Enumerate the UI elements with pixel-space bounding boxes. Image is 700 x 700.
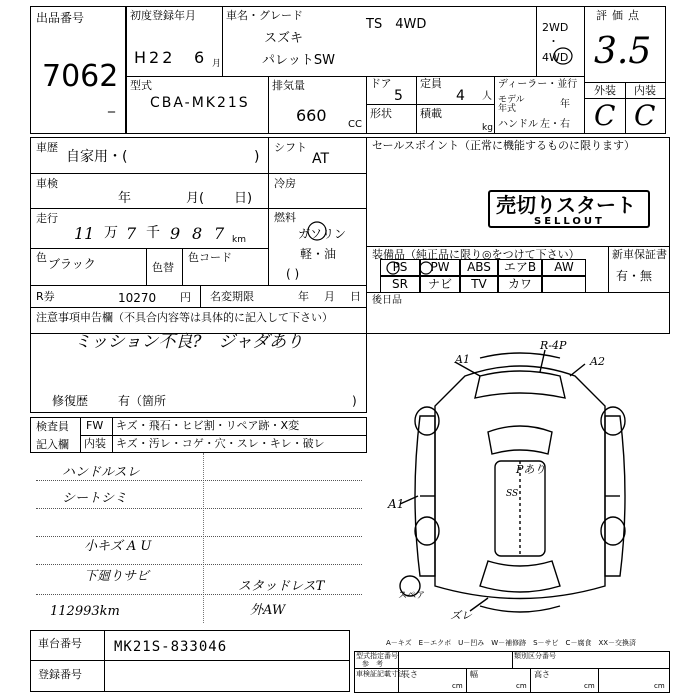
deadline-label: 名変期限 [210,290,254,303]
warranty-label: 新車保証書 [612,248,667,261]
reg-month-unit: 月 [212,59,222,69]
diag-s-center: SS [506,489,519,499]
grade: TS 4WD [366,17,427,32]
warranty-value: 有・無 [616,269,653,283]
interior-label: 内装 [84,437,106,450]
mileage-sen-unit: 千 [146,225,160,241]
diag-a-top-left: A1 [455,353,470,366]
diag-p-center: Pあり [516,463,546,476]
mileage-d4: 7 [214,224,225,243]
shift-label: シフト [274,141,307,154]
mileage-label: 走行 [36,212,58,225]
recycle-value: 10270 [118,291,157,305]
type-value: CBA-MK21S [150,95,250,111]
history-value: 自家用・( [66,149,128,165]
history-close: ) [254,149,260,165]
designation-label: 型式指定番号 [356,652,398,660]
door-value: 5 [394,88,403,104]
equipment-item: ABS [460,259,498,276]
diag-bottom-mark: ズレ [450,609,472,622]
sellout-stamp [488,190,650,228]
ext-grade: C [594,99,616,132]
ac-label: 冷房 [274,177,296,190]
inspector-label-2: 記入欄 [36,438,69,451]
hw-line-6: 外AW [250,603,286,618]
equipment-label: 装備品（純正品に限り◎をつけて下さい） [372,248,580,261]
model-year-label: モデル 年式 [498,95,525,114]
equipment-item: エアB [498,259,542,276]
type-label: 型式 [130,79,152,92]
car-damage-diagram [370,336,670,628]
handle-label: ハンドル [498,119,538,130]
inspection-month-unit: 月( [186,191,205,206]
hw-line-7: 112993km [50,604,120,619]
inspection-day-unit: 日) [234,191,253,206]
mileage-d3: 8 [192,224,203,243]
cc-value: 660 [296,106,327,125]
fuel-gas: ガソリン [298,227,347,241]
chassis-value: MK21S-833046 [114,639,228,655]
equipment-item: TV [460,276,498,293]
equip-circle-icons [384,259,436,277]
recycle-unit: 円 [180,291,191,304]
repair-value: 有（箇所 [118,394,167,408]
size-cm-1: cm [452,682,463,690]
fuel-paren: ( ) [286,267,300,281]
name-label: 車名・グレード [226,9,303,22]
lot-label: 出品番号 [36,11,85,25]
lot-dash: _ [108,97,115,113]
deadline-year: 年 [298,290,309,303]
equipment-item: AW [542,259,586,276]
score-value: 3.5 [594,31,652,72]
deadline-month: 月 [324,290,335,303]
int-grade: C [634,99,656,132]
fuel-circle-icon [306,220,328,242]
seat-label: 定員 [420,77,442,90]
drive-circle-icon [552,46,574,66]
cc-unit: CC [348,119,362,130]
score-label: 評価点 [596,9,644,22]
notes-label: 注意事項申告欄（不具合内容等は具体的に記入して下さい） [36,311,333,324]
inspection-label: 車検 [36,177,58,190]
equipment-item [542,276,586,293]
notes-text: ミッション不良? ジャダあり [74,332,304,352]
hw-line-2: シートシミ [62,491,128,506]
diag-r-top: R-4P [540,339,567,352]
inspector-label-1: 検査員 [36,420,69,433]
sales-points-label: セールスポイント（正常に機能するものに限ります） [372,139,636,152]
dealer-label: ディーラー・並行 [498,79,578,90]
equipment-item: PS [380,259,420,276]
back-items-label: 後日品 [372,295,402,306]
interior-items: キズ・汚レ・コゲ・穴・スレ・キレ・破レ [116,437,325,450]
size-len: 長さ [402,670,418,679]
size-label: 車検証記載寸法 [356,670,405,678]
color-code-label: 色コード [188,251,232,264]
chassis-label: 車台番号 [38,637,82,650]
mileage-man: 11 [74,224,95,243]
drive-4wd: 4WD [542,51,569,64]
deadline-day: 日 [350,290,361,303]
diag-spare: スペア [398,591,426,601]
diag-a-left: A1 [388,497,405,511]
stamp-sub: SELLOUT [534,216,605,227]
lot-number: 7062 [42,59,119,94]
repair-close: ) [352,394,357,408]
history-label: 車歴 [36,141,58,154]
color-change-label: 色替 [152,261,174,274]
equipment-item: ナビ [420,276,460,293]
hw-line-3: 小キズ A U [84,539,152,554]
reg-label: 初度登録年月 [130,9,196,22]
fuel-light: 軽・油 [300,247,337,261]
equipment-item: PW [420,259,460,276]
diag-legend: A－キズ E－エクボ U－凹み W－補修跡 S－サビ C－腐食 XX－交換済 [386,639,637,647]
mileage-km: km [232,235,246,245]
designation-ref: 参 考 [362,660,383,668]
ext-label: 外装 [594,84,616,97]
stamp-main: 売切りスタート [496,193,636,217]
fw-items: キズ・飛石・ヒビ割・リペア跡・X変 [116,419,300,432]
hw-line-5: スタッドレスT [238,579,325,594]
repair-label: 修復歴 [52,394,89,408]
shape-label: 形状 [370,107,392,120]
reg-number-label: 登録番号 [38,668,82,681]
size-width: 幅 [470,670,478,679]
drive-dot: ・ [548,35,559,48]
drive-2wd: 2WD [542,21,569,34]
mileage-man-unit: 万 [104,225,118,241]
equipment-item: SR [380,276,420,293]
seat-value: 4 [456,88,465,104]
hw-line-4: 下廻りサビ [84,569,150,584]
fw-label: FW [86,419,104,432]
equipment-item: カワ [498,276,542,293]
size-cm-3: cm [584,682,595,690]
load-unit: kg [482,123,493,133]
recycle-label: R券 [36,290,55,303]
door-label: ドア [370,77,392,90]
shift-value: AT [312,151,330,167]
diag-a-top-right: A2 [590,355,605,368]
model: パレットSW [262,53,335,68]
category-label: 類別区分番号 [514,652,556,660]
year-unit: 年 [560,99,570,110]
hw-line-1: ハンドルスレ [62,465,140,480]
size-cm-2: cm [516,682,527,690]
size-height: 高さ [534,670,550,679]
color-value: ブラック [48,257,96,271]
size-cm-4: cm [654,682,665,690]
color-label: 色 [36,251,47,264]
reg-era: H22 [134,48,176,67]
inspection-year-unit: 年 [118,191,132,206]
cc-label: 排気量 [272,79,305,92]
load-label: 積載 [420,107,442,120]
seat-unit: 人 [482,91,492,102]
mileage-d1: 7 [126,224,137,243]
int-label: 内装 [634,84,656,97]
maker: スズキ [264,31,304,46]
reg-month: 6 [194,48,205,67]
mileage-d2: 9 [170,224,181,243]
handle-value: 左・右 [540,119,570,130]
fuel-label: 燃料 [274,211,296,224]
